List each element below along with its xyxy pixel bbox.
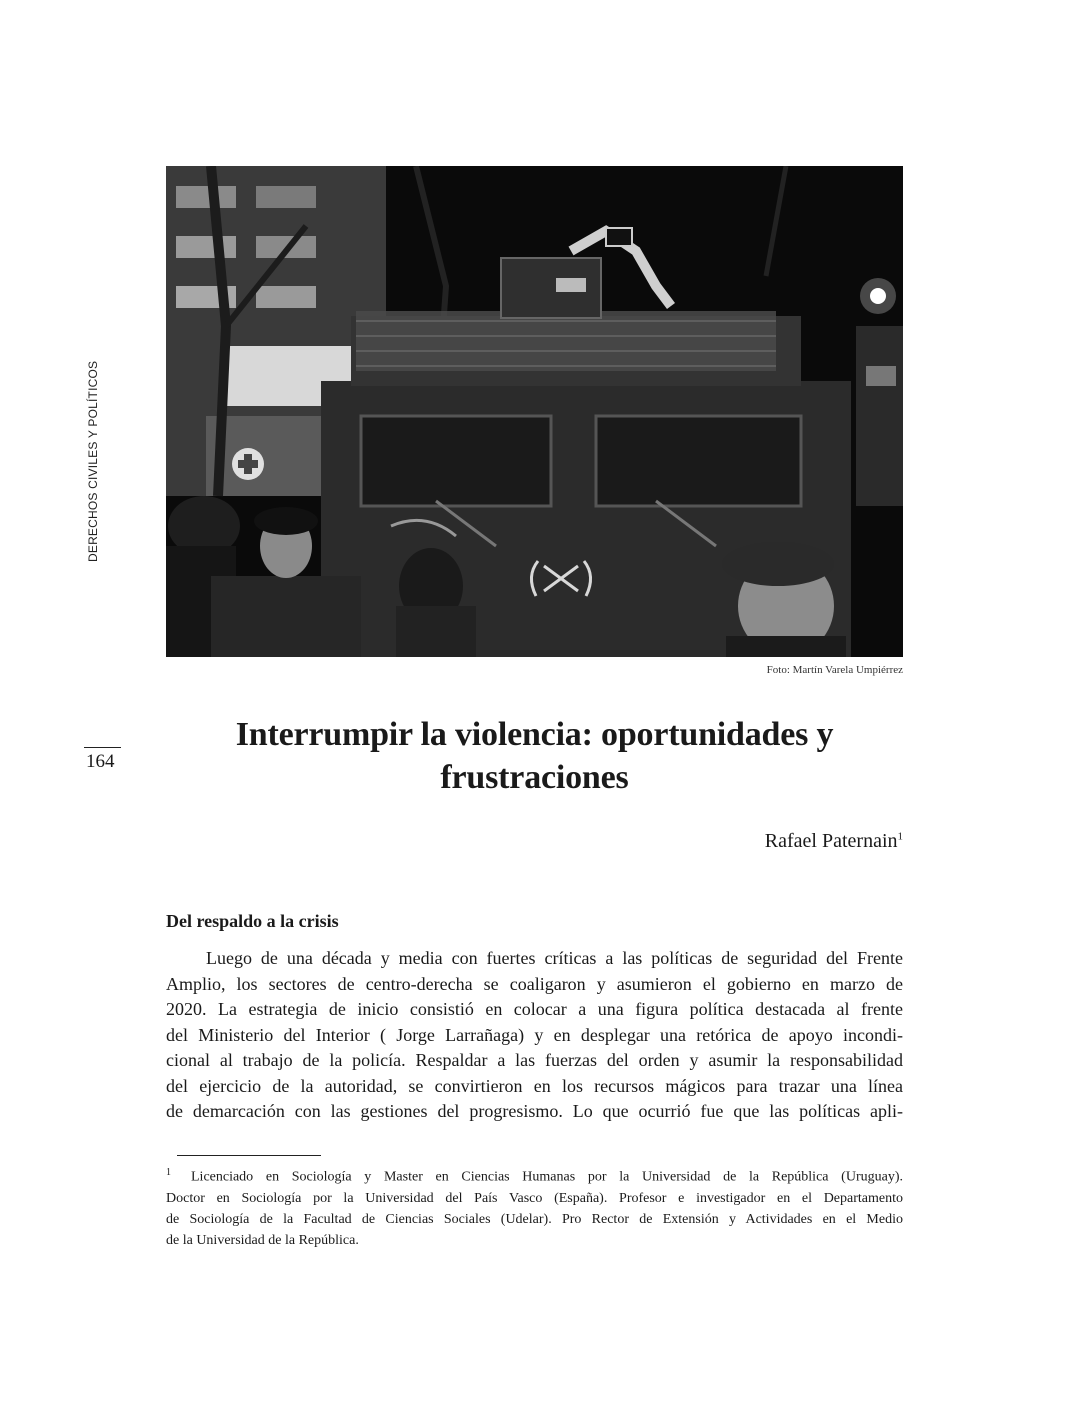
article-photo xyxy=(166,166,903,657)
paragraph-line: de demarcación con las gestiones del progresismo. Lo que ocurrió fue que las políticas apli- xyxy=(166,1101,903,1121)
article-title xyxy=(166,713,903,799)
photo-credit: Foto: Martín Varela Umpiérrez xyxy=(766,664,903,676)
paragraph-line: 2020. La estrategia de inicio consistió en colocar a una figura política destacada al frente xyxy=(166,999,903,1019)
paragraph-line: Luego de una década y media con fuertes críticas a las políticas de seguridad del Frente xyxy=(206,948,903,968)
body-paragraph xyxy=(166,946,903,1125)
paragraph-line: del Ministerio del Interior ( Jorge Larrañaga) y en desplegar una retórica de apoyo incondi- xyxy=(166,1024,903,1045)
footnote xyxy=(166,1162,903,1251)
footnote-line xyxy=(166,1162,903,1188)
section-heading: Del respaldo a la crisis xyxy=(166,911,339,931)
paragraph-line: cional al trabajo de la policía. Respaldar a las fuerzas del orden y asumir la responsabilidad xyxy=(166,1050,903,1070)
footnote-line: de la Universidad de la República. xyxy=(166,1232,359,1248)
running-head: DERECHOS CIVILES Y POLÍTICOS xyxy=(86,360,100,562)
article-author xyxy=(765,830,903,853)
footnote-line: Doctor en Sociología por la Universidad del País Vasco (España). Profesor e investigador en el Departamento xyxy=(166,1190,903,1206)
paragraph-line: Amplio, los sectores de centro-derecha se coaligaron y asumieron el gobierno en marzo de xyxy=(166,973,903,994)
page-number-rule xyxy=(84,747,121,748)
footnote-line-text: Licenciado en Sociología y Master en Ciencias Humanas por la Universidad de la República (Uruguay). xyxy=(191,1169,903,1185)
footnote-separator xyxy=(177,1155,321,1156)
footnote-mark: 1 xyxy=(166,1167,171,1178)
paragraph-line: del ejercicio de la autoridad, se convirtieron en los recursos mágicos para trazar una línea xyxy=(166,1075,903,1096)
footnote-line: de Sociología de la Facultad de Ciencias Sociales (Udelar). Pro Rector de Extensión y Actividades en el Medio xyxy=(166,1211,903,1227)
article-title-line-2: frustraciones xyxy=(440,759,629,796)
author-name: Rafael Paternain xyxy=(764,830,898,852)
author-footnote-mark[interactable]: 1 xyxy=(897,830,903,843)
page-number: 164 xyxy=(86,751,115,772)
article-title-line-1: Interrumpir la violencia: oportunidades y xyxy=(235,716,834,753)
